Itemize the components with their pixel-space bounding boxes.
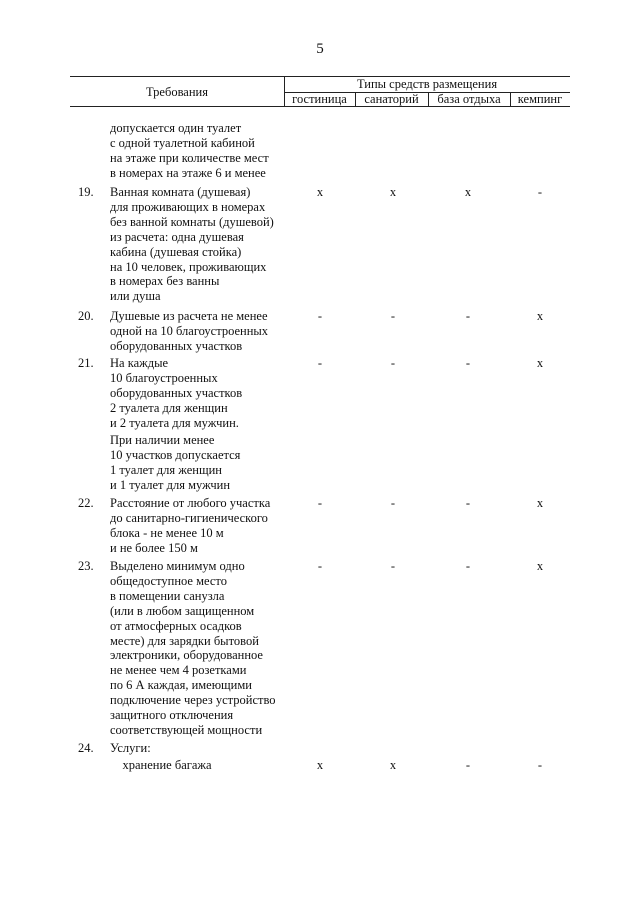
header-types-group: Типы средств размещения: [356, 77, 498, 91]
mark-sanatorium: -: [390, 309, 396, 323]
page-number: 5: [316, 41, 324, 57]
row-text: Расстояние от любого участка до санитарно-гигиенического блока - не менее 10 м и не более 150 м: [110, 496, 271, 555]
mark-hotel: x: [316, 758, 324, 772]
row-number: 22.: [78, 496, 94, 510]
mark-camping: x: [536, 356, 544, 370]
mark-recreation-base: x: [464, 185, 472, 199]
mark-camping: -: [537, 758, 543, 772]
row-number: 20.: [78, 309, 94, 323]
row-text: Ванная комната (душевая) для проживающих в номерах без ванной комнаты (душевой) из расчета: одна душевая кабина (душевая стойка) на 10 человек, проживающих в номерах без ванны или душа: [110, 185, 274, 304]
mark-hotel: x: [316, 185, 324, 199]
row-text: допускается один туалет с одной туалетной кабиной на этаже при количестве мест в номерах на этаже 6 и менее: [110, 121, 269, 180]
mark-hotel: -: [317, 559, 323, 573]
mark-recreation-base: -: [465, 758, 471, 772]
row-text: При наличии менее 10 участков допускается 1 туалет для женщин и 1 туалет для мужчин: [110, 433, 241, 492]
mark-sanatorium: -: [390, 559, 396, 573]
row-number: 23.: [78, 559, 94, 573]
mark-camping: -: [537, 185, 543, 199]
mark-camping: x: [536, 559, 544, 573]
header-requirements: Требования: [146, 85, 208, 99]
mark-sanatorium: x: [389, 185, 397, 199]
mark-camping: x: [536, 496, 544, 510]
header-col-sanatorium: санаторий: [364, 92, 419, 106]
mark-recreation-base: -: [465, 496, 471, 510]
header-col-camping: кемпинг: [517, 92, 563, 106]
row-text: На каждые 10 благоустроенных оборудованных участков 2 туалета для женщин и 2 туалета для мужчин.: [110, 356, 243, 430]
row-number: 21.: [78, 356, 94, 370]
header-col-recreation-base: база отдыха: [437, 92, 501, 106]
mark-hotel: -: [317, 356, 323, 370]
mark-sanatorium: -: [390, 496, 396, 510]
mark-recreation-base: -: [465, 356, 471, 370]
mark-camping: x: [536, 309, 544, 323]
row-text: Выделено минимум одно общедоступное место в помещении санузла (или в любом защищенном от атмосферных осадков месте) для зарядки бытовой электроники, оборудованное не менее чем 4 розетками по 6 А каждая, имеющими подключение через устройство защитного отключения соответствующей мощности: [110, 559, 276, 737]
header-col-hotel: гостиница: [292, 92, 347, 106]
mark-recreation-base: -: [465, 309, 471, 323]
row-number: 19.: [78, 185, 94, 199]
mark-sanatorium: x: [389, 758, 397, 772]
mark-hotel: -: [317, 309, 323, 323]
mark-sanatorium: -: [390, 356, 396, 370]
row-text: Услуги:: [110, 741, 151, 755]
row-text: хранение багажа: [110, 758, 212, 772]
row-text: Душевые из расчета не менее одной на 10 благоустроенных оборудованных участков: [110, 309, 269, 353]
row-number: 24.: [78, 741, 94, 755]
mark-hotel: -: [317, 496, 323, 510]
mark-recreation-base: -: [465, 559, 471, 573]
